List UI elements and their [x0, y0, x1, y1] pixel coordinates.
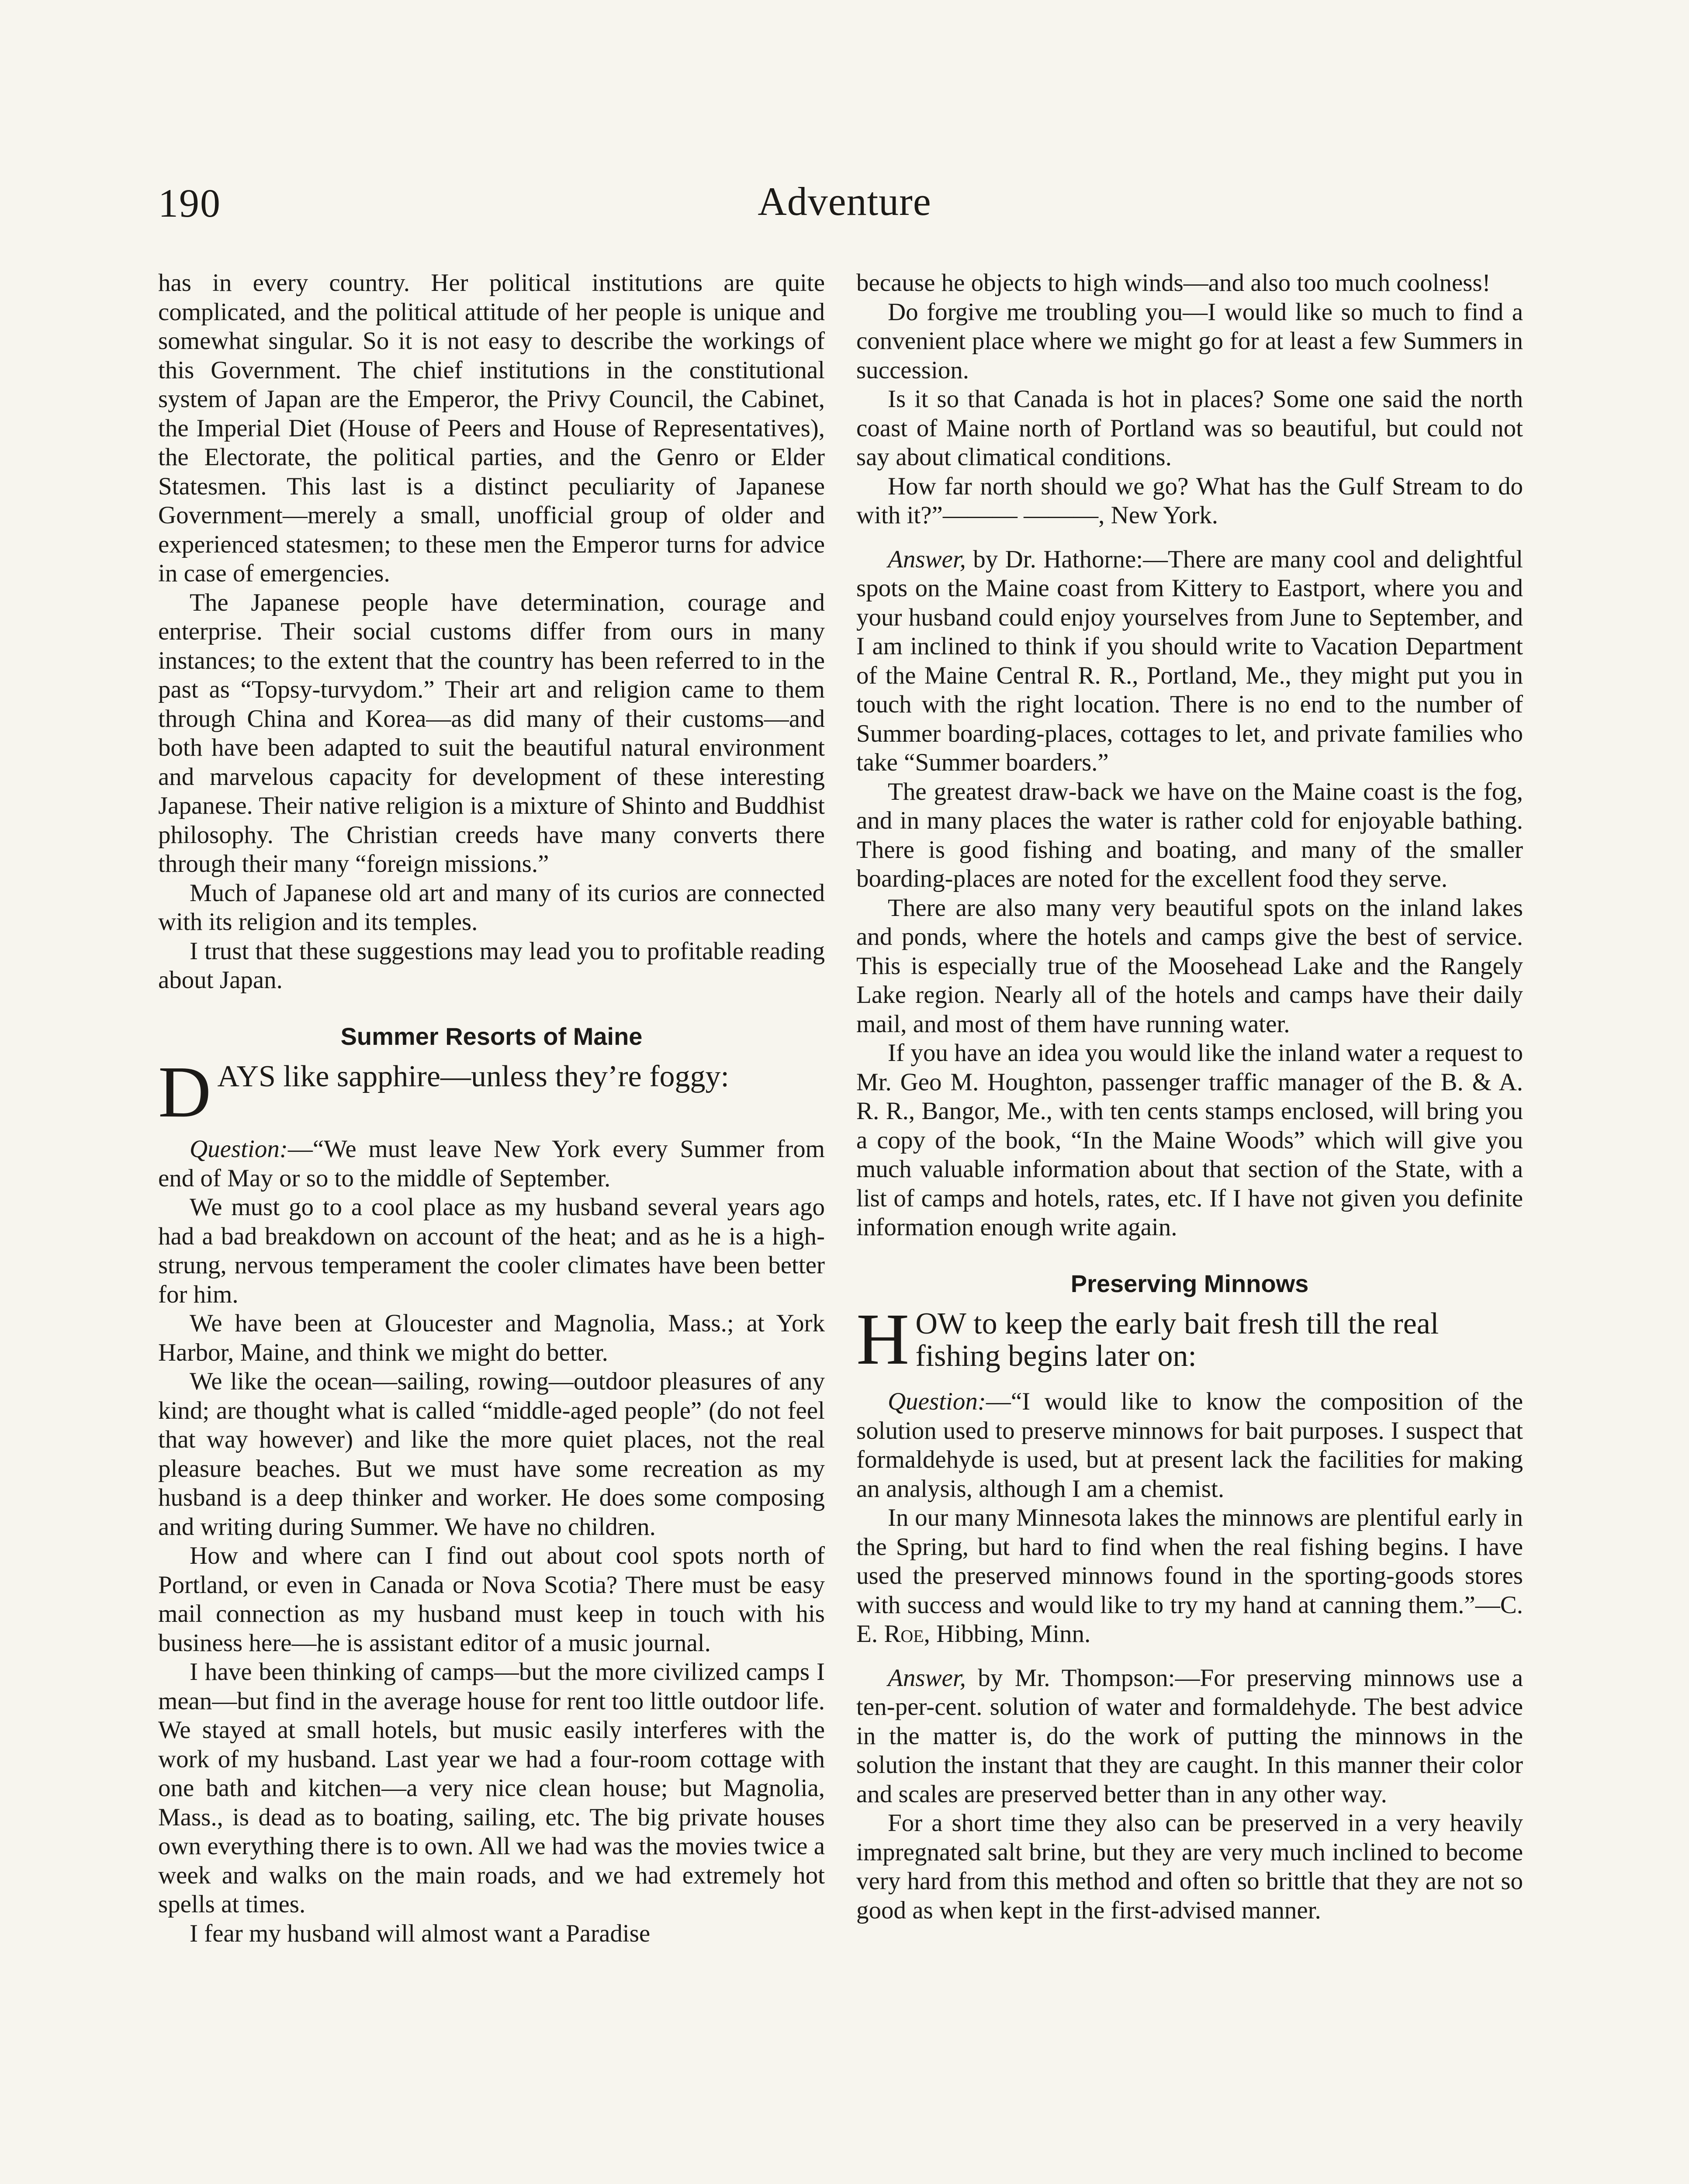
- headline-text: OW to keep the early bait fresh till the real fishing begins later on:: [915, 1308, 1439, 1372]
- drop-cap: D: [158, 1061, 211, 1120]
- body-paragraph: [856, 1503, 1523, 1649]
- body-paragraph: The greatest draw-back we have on the Maine coast is the fog, and in many places the water is rather cold for enjoyable bathing. There is good fishing and boating, and many of the smaller boarding-places are noted for the excellent food they serve.: [856, 778, 1523, 892]
- question-text: —“I would like to know the composition of the solution used to preserve minnows for bait purposes. I suspect that formaldehyde is used, but at present lack the facilities for making an analysis, although I am a chemist.: [856, 1388, 1523, 1503]
- body-paragraph: If you have an idea you would like the inland water a request to Mr. Geo M. Houghton, passenger traffic manager of the B. & A. R. R., Bangor, Me., with ten cents stamps enclosed, will bring you a copy of the book, “In the Maine Woods” which will give you much valuable information about that section of the State, with a list of camps and hotels, rates, etc. If I have not given you definite information enough write again.: [856, 1039, 1523, 1241]
- body-paragraph: Is it so that Canada is hot in places? Some one said the north coast of Maine north of Portland was so beautiful, but could not say about climatical conditions.: [856, 385, 1523, 471]
- body-paragraph: I have been thinking of camps—but the more civilized camps I mean—but find in the average house for rent too little outdoor life. We stayed at small hotels, but music easily interferes with the work of my husband. Last year we had a four-room cottage with one bath and kitchen—a very nice clean house; but Magnolia, Mass., is dead as to boating, sailing, etc. The big private houses own everything there is to own. All we had was the movies twice a week and walks on the main roads, and we had extremely hot spells at times.: [158, 1658, 825, 1918]
- page-number: 190: [158, 181, 221, 225]
- body-paragraph: Much of Japanese old art and many of its curios are connected with its religion and its temples.: [158, 879, 825, 936]
- drop-cap: H: [856, 1308, 910, 1372]
- body-paragraph: has in every country. Her political institutions are quite complicated, and the political attitude of her people is unique and somewhat singular. So it is not easy to describe the workings of this Government. The chief institutions in the constitutional system of Japan are the Emperor, the Privy Council, the Cabinet, the Imperial Diet (House of Peers and House of Representatives), the Electorate, the political parties, and the Genro or Elder Statesmen. This last is a distinct peculiarity of Japanese Government—merely a small, unofficial group of older and experienced statesmen; to these men the Emperor turns for advice in case of emergencies.: [158, 269, 825, 587]
- right-column: [856, 269, 1523, 2184]
- answer-text: by Dr. Hathorne:—There are many cool and delightful spots on the Maine coast from Kittery to Eastport, where you and your husband could enjoy yourselves from June to September, and I am inclined to think if you should write to Vacation Department of the Maine Central R. R., Portland, Me., they might put you in touch with the right location. There is no end to the number of Summer boarding-places, cottages to let, and private families who take “Summer boarders.”: [856, 545, 1523, 776]
- left-column: [158, 269, 825, 2184]
- section-title-preserving-minnows: Preserving Minnows: [1070, 1269, 1309, 1297]
- section-headline: [856, 1308, 1523, 1372]
- signature-place: , Hibbing, Minn.: [924, 1620, 1091, 1648]
- answer-label: Answer,: [888, 545, 966, 573]
- body-paragraph: We must go to a cool place as my husband several years ago had a bad breakdown on account of the heat; and as he is a high-strung, nervous temperament the cooler climates have been better for him.: [158, 1193, 825, 1308]
- body-paragraph: For a short time they also can be preserved in a very heavily impregnated salt brine, but they are very much inclined to become very hard from this method and often so brittle that they are not so good as when kept in the first-advised manner.: [856, 1809, 1523, 1924]
- question-paragraph: [856, 1387, 1523, 1503]
- question-text: —“We must leave New York every Summer from end of May or so to the middle of September.: [158, 1135, 825, 1192]
- answer-paragraph: [856, 545, 1523, 778]
- body-paragraph: We have been at Gloucester and Magnolia, Mass.; at York Harbor, Maine, and think we might do better.: [158, 1310, 825, 1366]
- continuation-paragraph: because he objects to high winds—and also too much coolness!: [856, 269, 1491, 297]
- answer-paragraph: [856, 1664, 1523, 1809]
- body-paragraph: How and where can I find out about cool spots north of Portland, or even in Canada or Nova Scotia? There must be easy mail connection as my husband must keep in touch with his business here—he is assistant editor of a music journal.: [158, 1542, 825, 1657]
- signature-name: Roe: [884, 1620, 924, 1648]
- question-body: In our many Minnesota lakes the minnows are plentiful early in the Spring, but hard to find when the real fishing begins. I have used the preserved minnows found in the sporting-goods stores with success and would like to try my hand at canning them.”—C. E.: [856, 1504, 1523, 1648]
- answer-label: Answer,: [888, 1664, 966, 1692]
- headline-text: AYS like sapphire—unless they’re foggy:: [217, 1061, 730, 1093]
- question-paragraph: [158, 1135, 825, 1193]
- body-paragraph: We like the ocean—sailing, rowing—outdoor pleasures of any kind; are thought what is called “middle-aged people” (do not feel that way however) and like the more quiet places, not the real pleasure beaches. But we must have some recreation as my husband is a deep thinker and worker. He does some composing and writing during Summer. We have no children.: [158, 1368, 825, 1541]
- body-paragraph: There are also many very beautiful spots on the inland lakes and ponds, where the hotels and camps give the best of service. This is especially true of the Moosehead Lake and the Rangely Lake region. Nearly all of the hotels and camps have their daily mail, and most of them have running water.: [856, 894, 1523, 1038]
- question-label: Question:: [888, 1388, 986, 1415]
- body-paragraph: I trust that these suggestions may lead you to profitable reading about Japan.: [158, 937, 825, 994]
- answer-text: by Mr. Thompson:—For preserving minnows use a ten-per-cent. solution of water and formaldehyde. The best advice in the matter is, do the work of putting the minnows in the solution the instant that they are caught. In this manner their color and scales are preserved better than in any other way.: [856, 1664, 1523, 1808]
- section-headline: [158, 1061, 825, 1120]
- body-paragraph: How far north should we go? What has the Gulf Stream to do with it?”——— ———, New York.: [856, 472, 1523, 529]
- body-paragraph: I fear my husband will almost want a Paradise: [190, 1919, 651, 1947]
- magazine-title: Adventure: [758, 179, 931, 224]
- question-label: Question:: [190, 1135, 288, 1163]
- body-paragraph: The Japanese people have determination, courage and enterprise. Their social customs differ from ours in many instances; to the extent that the country has been referred to in the past as “Topsy-turvydom.” Their art and religion came to them through China and Korea—as did many of their customs—and both have been adapted to suit the beautiful natural environment and marvelous capacity for development of these interesting Japanese. Their native religion is a mixture of Shinto and Buddhist philosophy. The Christian creeds have many converts there through their many “foreign missions.”: [158, 588, 825, 878]
- section-title-summer-resorts: Summer Resorts of Maine: [340, 1022, 643, 1050]
- body-paragraph: Do forgive me troubling you—I would like so much to find a convenient place where we might go for at least a few Summers in succession.: [856, 298, 1523, 384]
